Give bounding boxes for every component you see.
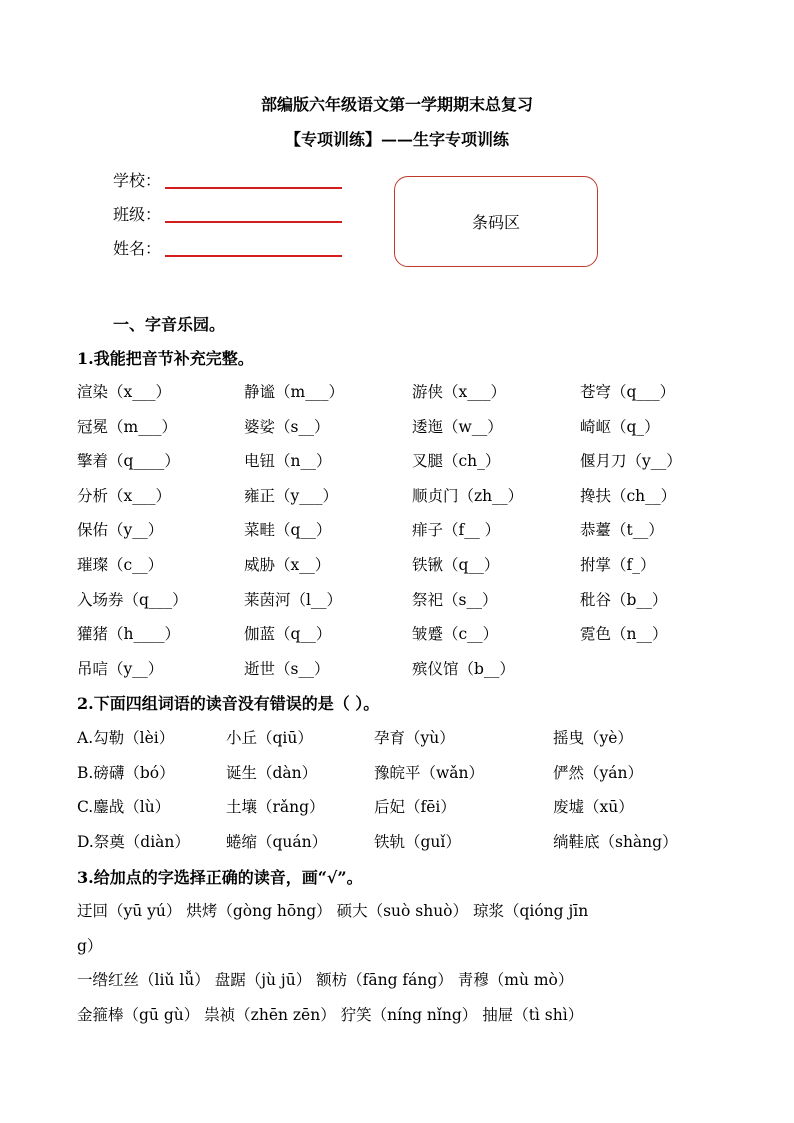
question-3-prompt: 3.给加点的字选择正确的读音，画“√”。 [77, 868, 363, 887]
option-word: 诞生（dàn） [226, 763, 318, 782]
pinyin-item: 璀璨（c__） [77, 556, 164, 574]
question-1-prompt: 1.我能把音节补充完整。 [77, 349, 254, 368]
document-title: 部编版六年级语文第一学期期末总复习 [260, 95, 533, 114]
pinyin-item: 伽蓝（q__） [244, 625, 332, 644]
question-3-line: g） [77, 937, 103, 955]
school-underline [165, 186, 342, 189]
pinyin-item: 恭薹（t__） [580, 521, 664, 540]
name-field [113, 236, 342, 259]
option-word: B.磅礴（bó） [77, 763, 175, 782]
question-3-line: 一绺红丝（liǔ lǚ） 盘踞（jù jū） 额枋（fāng fáng） 靑穆（mù mò） [77, 971, 574, 989]
option-word: 绱鞋底（shàng） [553, 832, 678, 851]
pinyin-item: 雍正（y___） [244, 486, 339, 505]
pinyin-item: 叉腿（ch_） [412, 452, 501, 471]
option-word: C.鏖战（lù） [77, 798, 171, 817]
pinyin-item: 秕谷（b__） [580, 590, 668, 609]
pinyin-item: 拊掌（f_） [580, 556, 656, 574]
name-underline [165, 254, 342, 257]
pinyin-item: 保佑（y__） [77, 521, 164, 540]
pinyin-item: 菜畦（q__） [244, 521, 332, 540]
pinyin-item: 冠冕（m___） [77, 417, 177, 436]
pinyin-item: 獾猪（h____） [77, 625, 180, 644]
pinyin-item: 吊唁（y__） [77, 659, 164, 678]
class-label: 班级： [113, 205, 162, 224]
name-label: 姓名： [113, 239, 162, 258]
question-3-line: 金箍棒（gū gù） 祟祯（zhēn zēn） 狞笑（níng nǐng） 抽屉（tì shì） [77, 1006, 584, 1024]
pinyin-item: 逶迤（w__） [412, 417, 503, 436]
pinyin-item: 入场券（q___） [77, 590, 188, 609]
option-word: 孕育（yù） [374, 729, 455, 747]
class-field [113, 202, 342, 225]
pinyin-item: 擎着（q____） [77, 452, 180, 471]
section-heading: 一、字音乐园。 [113, 315, 226, 334]
question-2-prompt: 2.下面四组词语的读音没有错误的是（ ）。 [77, 694, 380, 713]
pinyin-item: 崎岖（q_） [580, 417, 660, 436]
option-word: 小丘（qiū） [226, 729, 313, 747]
option-word: A.勾勒（lèi） [77, 729, 175, 747]
pinyin-item: 游侠（x___） [412, 383, 506, 401]
option-word: 豫皖平（wǎn） [374, 763, 484, 782]
pinyin-item: 渲染（x___） [77, 383, 171, 401]
pinyin-item: 电钮（n__） [244, 452, 332, 471]
option-word: 土壤（rǎng） [226, 798, 325, 817]
option-word: 废墟（xū） [553, 798, 634, 817]
pinyin-item: 殡仪馆（b__） [412, 659, 515, 678]
pinyin-item: 霓色（n__） [580, 625, 668, 644]
option-word: 铁轨（guǐ） [374, 832, 461, 851]
pinyin-item: 祭祀（s__） [412, 590, 498, 609]
pinyin-item: 莱茵河（l__） [244, 590, 342, 609]
option-word: D.祭奠（diàn） [77, 832, 190, 851]
question-3-line: 迂回（yū yú） 烘烤（gòng hōng） 硕大（suò shuò） 琼浆（qióng jīn [77, 902, 589, 920]
school-field [113, 168, 342, 191]
document-subtitle: 【专项训练】——生字专项训练 [284, 130, 509, 149]
option-word: 蜷缩（quán） [226, 832, 328, 851]
school-label: 学校： [113, 171, 162, 190]
pinyin-item: 静谧（m___） [244, 383, 344, 401]
option-word: 摇曳（yè） [553, 729, 633, 747]
pinyin-item: 顺贞门（zh__） [412, 486, 524, 505]
barcode-box [394, 176, 598, 267]
barcode-label: 条码区 [471, 213, 520, 232]
option-word: 俨然（yán） [553, 763, 643, 782]
pinyin-item: 威胁（x__） [244, 556, 331, 574]
pinyin-item: 偃月刀（y__） [580, 452, 682, 471]
pinyin-item: 苍穹（q___） [580, 383, 676, 401]
pinyin-item: 婆娑（s__） [244, 417, 330, 436]
pinyin-item: 分析（x___） [77, 486, 171, 505]
pinyin-item: 逝世（s__） [244, 659, 330, 678]
option-word: 后妃（fēi） [374, 798, 456, 817]
pinyin-item: 搀扶（ch__） [580, 486, 677, 505]
pinyin-item: 痱子（f__ ） [412, 521, 501, 540]
class-underline [165, 220, 342, 223]
pinyin-item: 铁锹（q__） [412, 556, 500, 574]
pinyin-item: 皱蹙（c__） [412, 625, 499, 644]
